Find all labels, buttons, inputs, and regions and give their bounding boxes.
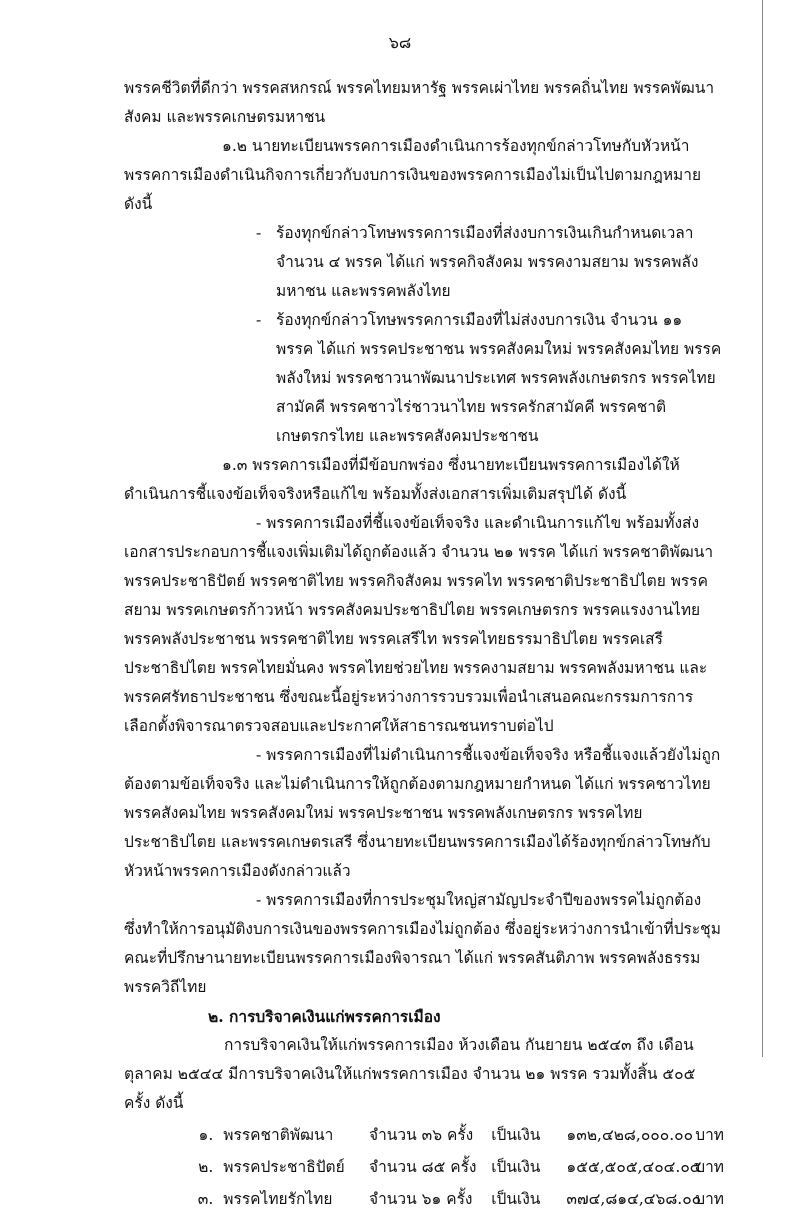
donation-number: ๑. bbox=[198, 1126, 214, 1144]
paragraph-1-2: ๑.๒ นายทะเบียนพรรคการเมืองดำเนินการร้องทุกข์กล่าวโทษกับหัวหน้าพรรคการเมืองดำเนินกิจการเกี่ยวกับงบการเงินของพรรคการเมืองไม่เป็นไปตามกฎหมาย ดังนี้ bbox=[124, 137, 702, 213]
donation-unit: บาท bbox=[695, 1158, 724, 1176]
bullet-no-statements bbox=[124, 306, 724, 451]
document-body bbox=[124, 74, 724, 1215]
donation-money-label: เป็นเงิน bbox=[491, 1190, 541, 1208]
donation-times: จำนวน ๖๑ ครั้ง bbox=[369, 1190, 473, 1208]
donation-party: พรรคชาติพัฒนา bbox=[223, 1126, 334, 1144]
donation-row bbox=[124, 1183, 724, 1215]
paragraph-1-3: ๑.๓ พรรคการเมืองที่มีข้อบกพร่อง ซึ่งนายทะเบียนพรรคการเมืองได้ให้ดำเนินการชี้แจงข้อเท็จจริงหรือแก้ไข พร้อมทั้งส่งเอกสารเพิ่มเติมสรุปได้ ดังนี้ bbox=[124, 456, 680, 503]
bullet-late-statements bbox=[124, 219, 724, 306]
bullet-dash: - bbox=[256, 224, 262, 242]
donation-amount: ๑๕๕,๕๐๕,๔๐๔.๐๕ bbox=[566, 1158, 702, 1176]
donation-amount: ๓๗๔,๘๑๔,๔๖๘.๐๐ bbox=[566, 1190, 702, 1208]
donation-times: จำนวน ๘๕ ครั้ง bbox=[369, 1158, 477, 1176]
donation-unit: บาท bbox=[695, 1126, 724, 1144]
bullet-text: ร้องทุกข์กล่าวโทษพรรคการเมืองที่ส่งงบการเงินเกินกำหนดเวลา จำนวน ๔ พรรค ได้แก่ พรรคกิจสังคม พรรคงามสยาม พรรคพลังมหาชน และพรรคพลังไทย bbox=[276, 224, 699, 300]
donation-times: จำนวน ๓๖ ครั้ง bbox=[369, 1126, 474, 1144]
page-number: ๖๘ bbox=[388, 33, 412, 52]
paragraph-continuation: พรรคชีวิตที่ดีกว่า พรรคสหกรณ์ พรรคไทยมหารัฐ พรรคเผ่าไทย พรรคถิ่นไทย พรรคพัฒนาสังคม และพรรคเกษตรมหาชน bbox=[124, 79, 715, 126]
bullet-text: ร้องทุกข์กล่าวโทษพรรคการเมืองที่ไม่ส่งงบการเงิน จำนวน ๑๑ พรรค ได้แก่ พรรคประชาชน พรรคสังคมใหม่ พรรคสังคมไทย พรรคพลังใหม่ พรรคชาวนาพัฒนาประเทศ พรรคพลังเกษตรกร พรรคไทยสามัคคี พรรคชาวไร่ชาวนาไทย พรรครักสามัคคี พรรคชาติเกษตรกรไทย และพรรคสังคมประชาชน bbox=[276, 311, 722, 445]
paragraph-donations-intro: การบริจาคเงินให้แก่พรรคการเมือง ห้วงเดือน กันยายน ๒๕๔๓ ถึง เดือน ตุลาคม ๒๕๔๔ มีการบริจาคเงินให้แก่พรรคการเมือง จำนวน ๒๑ พรรค รวมทั้งสิ้น ๕๐๕ ครั้ง ดังนี้ bbox=[124, 1036, 696, 1112]
donation-number: ๓. bbox=[197, 1190, 214, 1208]
donation-money-label: เป็นเงิน bbox=[491, 1126, 541, 1144]
donation-row bbox=[124, 1119, 724, 1151]
donation-party: พรรคไทยรักไทย bbox=[223, 1190, 333, 1208]
donation-amount: ๑๓๒,๔๒๘,๐๐๐.๐๐ bbox=[566, 1126, 694, 1144]
donation-party: พรรคประชาธิปัตย์ bbox=[223, 1158, 345, 1176]
donation-number: ๒. bbox=[198, 1158, 214, 1176]
bullet-uncorrected-parties: - พรรคการเมืองที่ไม่ดำเนินการชี้แจงข้อเท็จจริง หรือชี้แจงแล้วยังไม่ถูกต้องตามข้อเท็จจริง และไม่ดำเนินการให้ถูกต้องตามกฎหมายกำหนด ได้แก่ พรรคชาวไทย พรรคสังคมไทย พรรคสังคมใหม่ พรรคประชาชน พรรคพลังเกษตรกร พรรคไทยประชาธิปไตย และพรรคเกษตรเสรี ซึ่งนายทะเบียนพรรคการเมืองได้ร้องทุกข์กล่าวโทษกับหัวหน้าพรรคการเมืองดังกล่าวแล้ว bbox=[124, 746, 721, 880]
donations-table bbox=[124, 1119, 724, 1215]
bullet-corrected-parties: - พรรคการเมืองที่ชี้แจงข้อเท็จจริง และดำเนินการแก้ไข พร้อมทั้งส่งเอกสารประกอบการชี้แจงเพิ่มเติมได้ถูกต้องแล้ว จำนวน ๒๑ พรรค ได้แก่ พรรคชาติพัฒนา พรรคประชาธิปัตย์ พรรคชาติไทย พรรคกิจสังคม พรรคไท พรรคชาติประชาธิปไตย พรรคสยาม พรรคเกษตรก้าวหน้า พรรคสังคมประชาธิปไตย พรรคเกษตรกร พรรคแรงงานไทย พรรคพลังประชาชน พรรคชาติไทย พรรคเสรีไท พรรคไทยธรรมาธิปไตย พรรคเสรีประชาธิปไตย พรรคไทยมั่นคง พรรคไทยช่วยไทย พรรคงามสยาม พรรคพลังมหาชน และพรรคศรัทธาประชาชน ซึ่งขณะนี้อยู่ระหว่างการรวบรวมเพื่อนำเสนอคณะกรรมการการเลือกตั้งพิจารณาตรวจสอบและประกาศให้สาธารณชนทราบต่อไป bbox=[124, 514, 714, 735]
bullet-meeting-invalid: - พรรคการเมืองที่การประชุมใหญ่สามัญประจำปีของพรรคไม่ถูกต้อง ซึ่งทำให้การอนุมัติงบการเงินของพรรคการเมืองไม่ถูกต้อง ซึ่งอยู่ระหว่างการนำเข้าที่ประชุมคณะที่ปรึกษานายทะเบียนพรรคการเมืองพิจารณา ได้แก่ พรรคสันติภาพ พรรคพลังธรรม พรรควิถีไทย bbox=[124, 891, 721, 996]
donation-unit: บาท bbox=[695, 1190, 724, 1208]
section-heading-2: ๒. การบริจาคเงินแก่พรรคการเมือง bbox=[208, 1007, 441, 1026]
donation-money-label: เป็นเงิน bbox=[491, 1158, 541, 1176]
bullet-dash: - bbox=[256, 311, 262, 329]
scan-edge-line bbox=[762, 0, 763, 1057]
donation-row bbox=[124, 1151, 724, 1183]
